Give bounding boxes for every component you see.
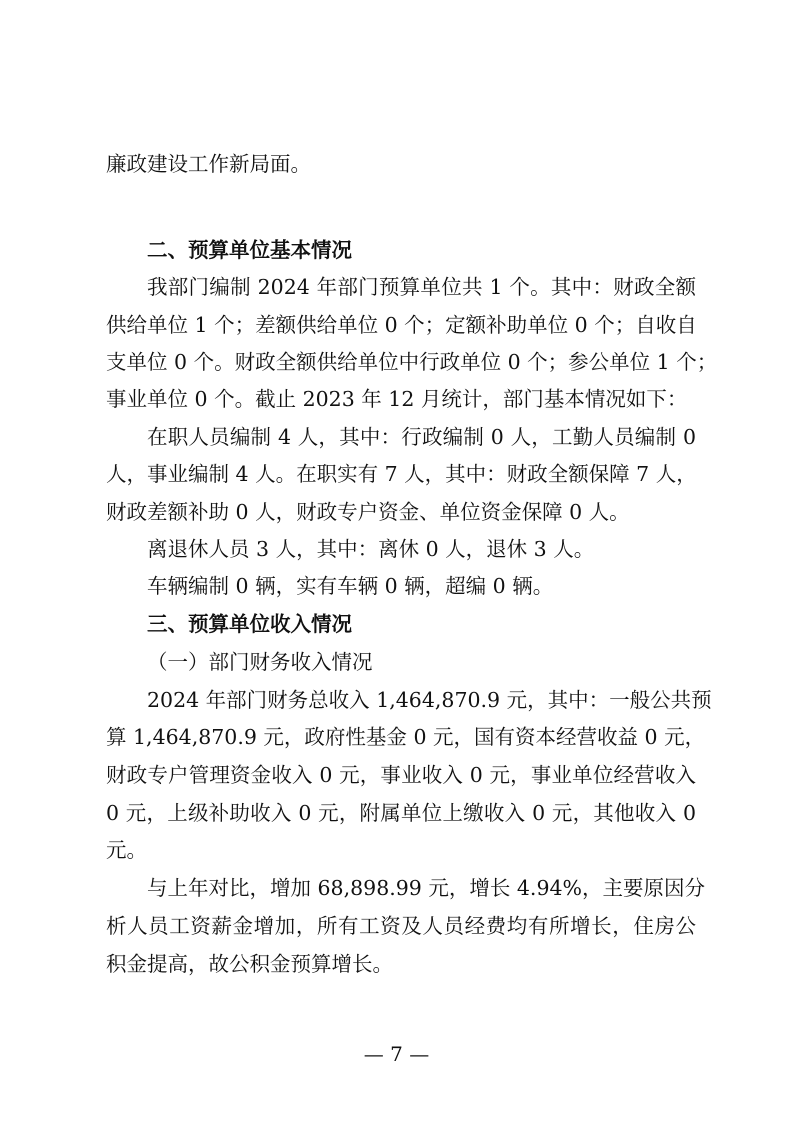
paragraph-line: 支单位 0 个。财政全额供给单位中行政单位 0 个；参公单位 1 个； (106, 350, 718, 374)
paragraph-line: 人，事业编制 4 人。在职实有 7 人，其中：财政全额保障 7 人， (106, 462, 697, 486)
paragraph-line: 0 元，上级补助收入 0 元，附属单位上缴收入 0 元，其他收入 0 (106, 801, 696, 825)
paragraph-line: 离退休人员 3 人，其中：离休 0 人，退休 3 人。 (147, 537, 595, 561)
subsection-heading-dept-income: （一）部门财务收入情况 (147, 650, 373, 674)
paragraph-line: 析人员工资薪金增加，所有工资及人员经费均有所增长，住房公 (106, 914, 696, 938)
paragraph-line: 算 1,464,870.9 元，政府性基金 0 元，国有资本经营收益 0 元， (106, 725, 706, 749)
paragraph-line: 财政专户管理资金收入 0 元，事业收入 0 元，事业单位经营收入 (106, 763, 696, 787)
paragraph-line: 车辆编制 0 辆，实有车辆 0 辆，超编 0 辆。 (147, 574, 554, 598)
section-heading-budget-units: 二、预算单位基本情况 (147, 238, 352, 262)
paragraph-line: 财政差额补助 0 人，财政专户资金、单位资金保障 0 人。 (106, 500, 630, 524)
page-number: — 7 — (363, 1042, 430, 1066)
paragraph-line: 事业单位 0 个。截止 2023 年 12 月统计，部门基本情况如下： (106, 387, 688, 411)
paragraph-line: 我部门编制 2024 年部门预算单位共 1 个。其中：财政全额 (147, 275, 696, 299)
paragraph-line: 廉政建设工作新局面。 (106, 152, 311, 176)
paragraph-line: 2024 年部门财务总收入 1,464,870.9 元，其中：一般公共预 (147, 688, 712, 712)
paragraph-line: 在职人员编制 4 人，其中：行政编制 0 人，工勤人员编制 0 (147, 425, 696, 449)
section-heading-income: 三、预算单位收入情况 (147, 612, 352, 636)
paragraph-line: 供给单位 1 个；差额供给单位 0 个；定额补助单位 0 个；自收自 (106, 313, 697, 337)
paragraph-line: 元。 (106, 838, 147, 862)
paragraph-line: 与上年对比，增加 68,898.99 元，增长 4.94%，主要原因分 (147, 876, 706, 900)
paragraph-line: 积金提高，故公积金预算增长。 (106, 952, 393, 976)
